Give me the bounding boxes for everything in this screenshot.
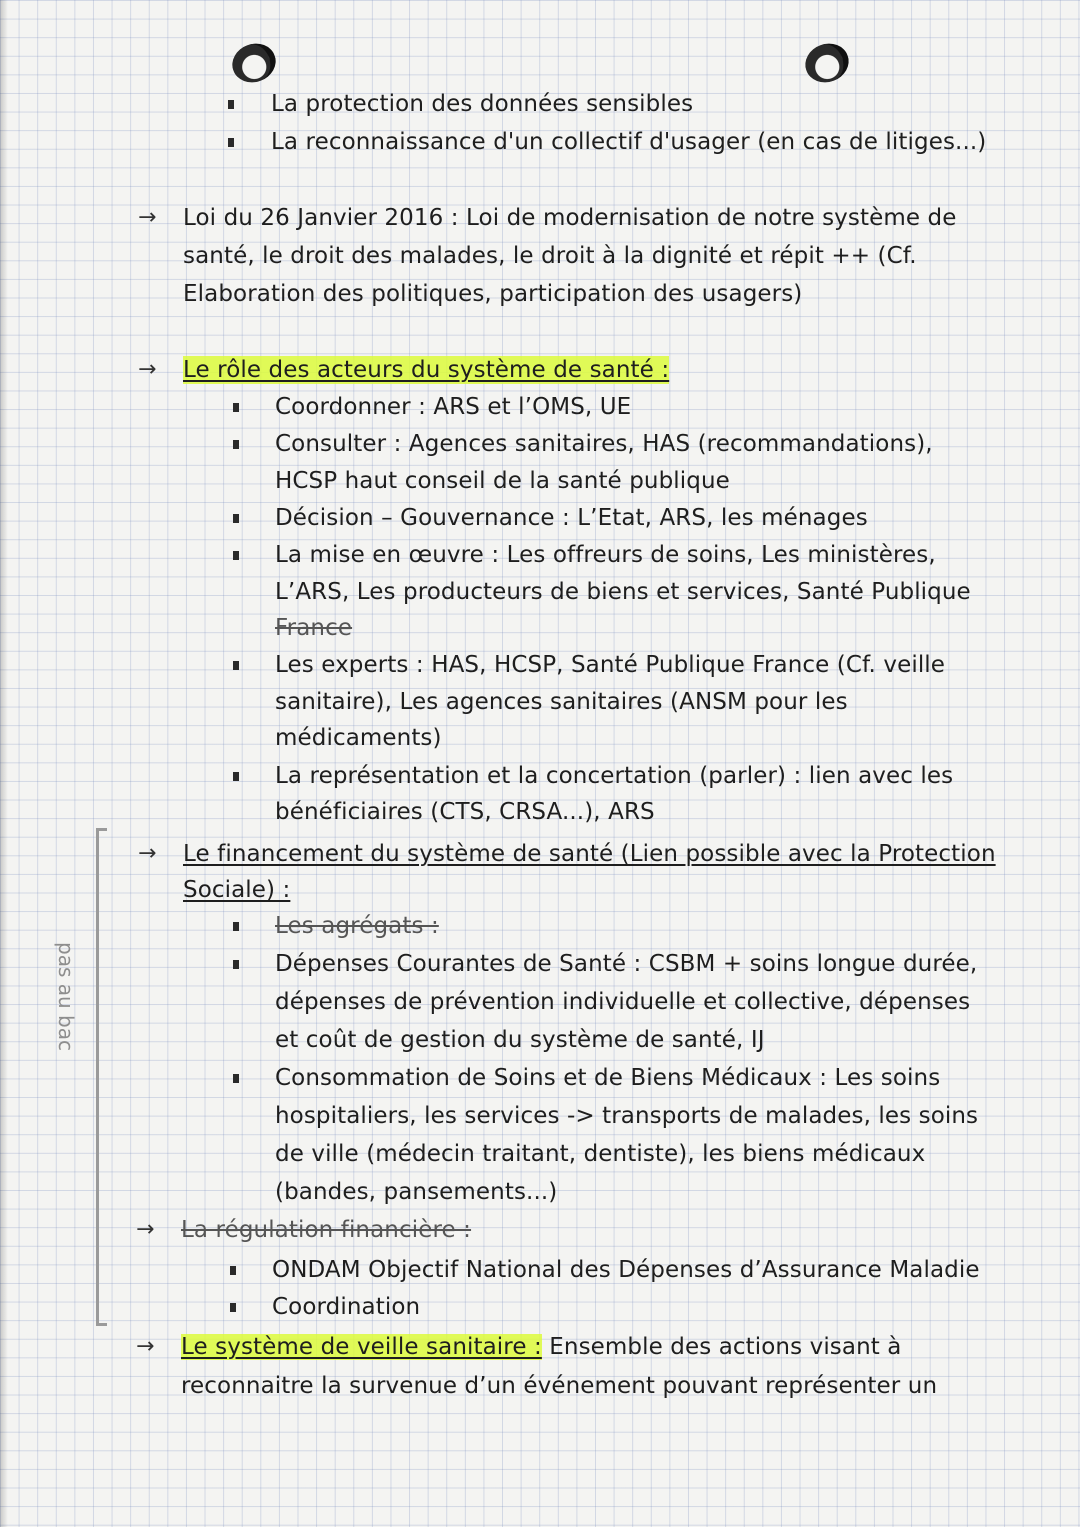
list-item-continuation: médicaments) (275, 725, 442, 751)
margin-note: pas au bac (54, 942, 78, 1051)
list-item: Les agrégats : (275, 913, 439, 939)
list-item-continuation: HCSP haut conseil de la santé publique (275, 468, 730, 494)
list-item: La protection des données sensibles (271, 91, 694, 117)
list-item: Les experts : HAS, HCSP, Santé Publique France (Cf. veille (275, 652, 946, 678)
section-heading-veille: Le système de veille sanitaire : (181, 1334, 542, 1360)
list-item: Coordonner : ARS et l’OMS, UE (275, 394, 632, 420)
list-item: ONDAM Objectif National des Dépenses d’Assurance Maladie (272, 1257, 980, 1283)
arrow-icon: → (138, 357, 157, 382)
text-line: Loi du 26 Janvier 2016 : Loi de modernisation de notre système de (183, 205, 957, 231)
section-heading-financement-cont: Sociale) : (183, 877, 291, 903)
bullet-marker (233, 403, 239, 412)
list-item: La mise en œuvre : Les offreurs de soins, Les ministères, (275, 542, 936, 568)
bullet-marker (228, 138, 234, 147)
list-item: La reconnaissance d'un collectif d'usager (en cas de litiges...) (271, 129, 987, 155)
veille-line-1 (181, 1333, 901, 1361)
list-item: Coordination (272, 1294, 421, 1320)
list-item-continuation: sanitaire), Les agences sanitaires (ANSM pour les (275, 689, 848, 715)
bullet-marker (233, 514, 239, 523)
section-heading-regulation: La régulation financière : (181, 1217, 472, 1243)
list-item: Décision – Gouvernance : L’Etat, ARS, les ménages (275, 505, 868, 531)
margin-bracket (96, 828, 107, 1326)
list-item: Consulter : Agences sanitaires, HAS (recommandations), (275, 431, 933, 457)
arrow-icon: → (138, 205, 157, 230)
list-item-continuation: L’ARS, Les producteurs de biens et services, Santé Publique (275, 579, 971, 605)
list-item-continuation: et coût de gestion du système de santé, IJ (275, 1027, 765, 1053)
binder-ring-left (227, 38, 281, 89)
bullet-marker (233, 551, 239, 560)
list-item-continuation: (bandes, pansements...) (275, 1179, 558, 1205)
list-item-continuation: bénéficiaires (CTS, CRSA...), ARS (275, 799, 655, 825)
bullet-marker (228, 100, 234, 109)
text-line: Elaboration des politiques, participation des usagers) (183, 281, 803, 307)
binder-ring-right (800, 38, 854, 89)
veille-text: Ensemble des actions visant à (541, 1334, 902, 1360)
list-item-continuation: hospitaliers, les services -> transports de malades, les soins (275, 1103, 979, 1129)
section-heading-financement: Le financement du système de santé (Lien possible avec la Protection (183, 841, 996, 867)
bullet-marker (230, 1303, 236, 1312)
list-item: La représentation et la concertation (parler) : lien avec les (275, 763, 954, 789)
page-edge-shadow (0, 0, 8, 1527)
section-heading-acteurs: Le rôle des acteurs du système de santé : (183, 357, 670, 383)
text-line: santé, le droit des malades, le droit à la dignité et répit ++ (Cf. (183, 243, 917, 269)
bullet-marker (233, 922, 239, 931)
veille-line-2: reconnaitre la survenue d’un événement pouvant représenter un (181, 1373, 938, 1399)
bullet-marker (230, 1266, 236, 1275)
bullet-marker (233, 772, 239, 781)
list-item-continuation: France (275, 615, 353, 641)
bullet-marker (233, 960, 239, 969)
arrow-icon: → (136, 1334, 155, 1359)
arrow-icon: → (136, 1217, 155, 1242)
bullet-marker (233, 661, 239, 670)
list-item: Dépenses Courantes de Santé : CSBM + soins longue durée, (275, 951, 978, 977)
bullet-marker (233, 440, 239, 449)
list-item-continuation: de ville (médecin traitant, dentiste), les biens médicaux (275, 1141, 926, 1167)
bullet-marker (233, 1074, 239, 1083)
list-item-continuation: dépenses de prévention individuelle et collective, dépenses (275, 989, 971, 1015)
arrow-icon: → (138, 841, 157, 866)
list-item: Consommation de Soins et de Biens Médicaux : Les soins (275, 1065, 941, 1091)
